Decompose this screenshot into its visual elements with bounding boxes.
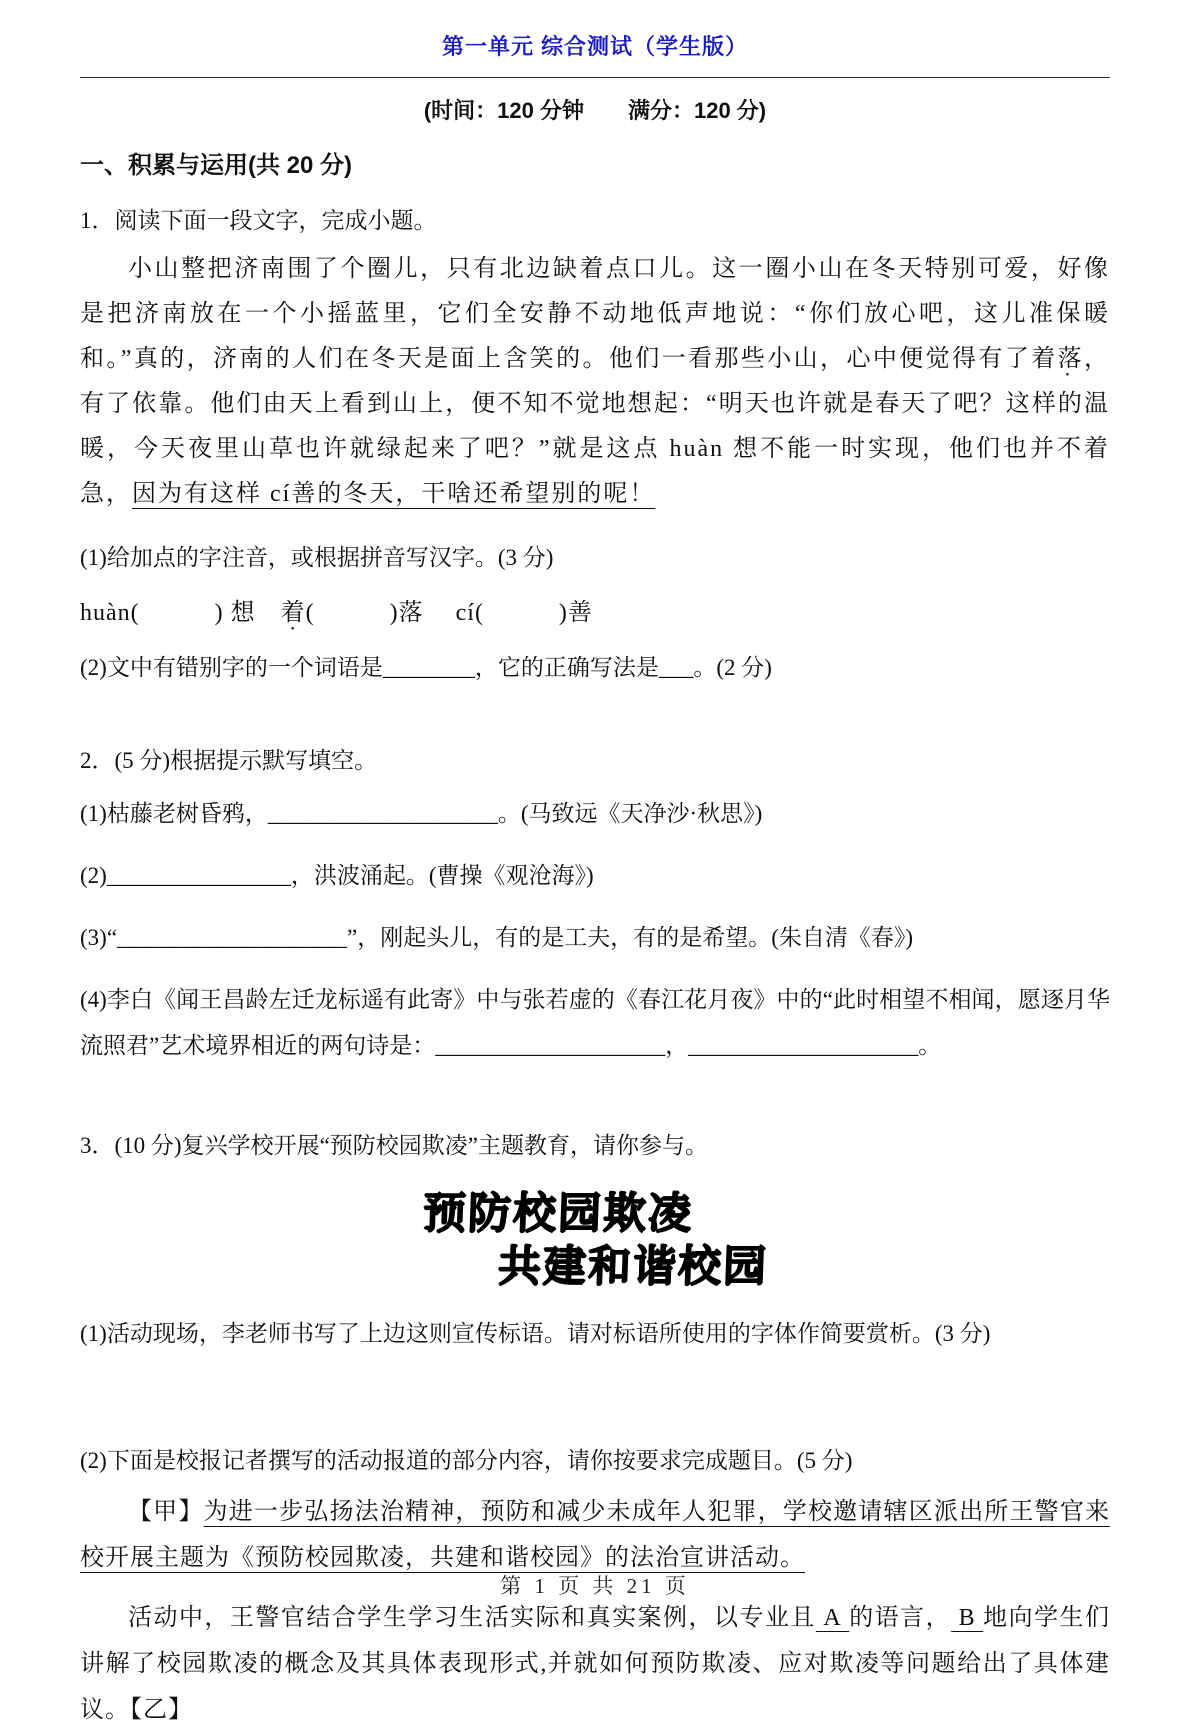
reading-passage (80, 247, 1110, 517)
blank-b: B (951, 1604, 984, 1631)
q1-sub1: (1)给加点的字注音，或根据拼音写汉字。(3 分) (80, 545, 554, 570)
passage-emphasized-char: 着 (1031, 346, 1058, 372)
passage-text-2: 落，有了依靠。他们由天上看到山上，便不知不觉地想起：“明天也许就是春天了吧？这样的温暖，今天夜里山草也许就绿起来了吧？”就是这点 huàn 想不能一时实现，他们也并不着急， (80, 346, 1111, 507)
q1-intro: 1．阅读下面一段文字，完成小题。 (80, 208, 437, 233)
jia-label: 【甲】 (128, 1498, 204, 1525)
pinyin-emphasized-char: 着 (280, 600, 306, 626)
q2-item-1: (1)枯藤老树昏鸦，____________________。(马致远《天净沙·秋思》) (80, 801, 763, 826)
passage-text-1: 小山整把济南围了个圈儿，只有北边缺着点口儿。这一圈小山在冬天特别可爱，好像是把济南放在一个小摇蓝里，它们全安静不动地低声地说：“你们放心吧，这儿准保暖和。”真的，济南的人们在冬天是面上含笑的。他们一看那些小山，心中便觉得有了 (80, 256, 1110, 372)
q3-sub1: (1)活动现场，李老师书写了上边这则宣传标语。请对标语所使用的字体作简要赏析。(3 分) (80, 1320, 991, 1346)
q2-intro: 2．(5 分)根据提示默写填空。 (80, 748, 378, 773)
q3-sub2: (2)下面是校报记者撰写的活动报道的部分内容，请你按要求完成题目。(5 分) (80, 1447, 853, 1473)
pinyin-part-1: huàn( ) 想 (80, 600, 281, 626)
report-body-paragraph (80, 1595, 1110, 1733)
page-title: 第一单元 综合测试（学生版） (441, 34, 749, 59)
q2-item-3: (3)“____________________”，刚起头儿，有的是工夫，有的是希望。(朱自清《春》) (80, 925, 914, 950)
q3-intro: 3．(10 分)复兴学校开展“预防校园欺凌”主题教育，请你参与。 (80, 1133, 708, 1158)
blank-a: A (815, 1604, 850, 1631)
report-part-1: 活动中，王警官结合学生学习生活实际和真实案例，以专业且 (128, 1604, 816, 1631)
report-jia-paragraph (80, 1489, 1110, 1581)
section1-heading: 一、积累与运用(共 20 分) (80, 152, 353, 179)
report-part-3: 地向学生们讲解了校园欺凌的概念及其具体表现形式,并就如何预防欺凌、应对欺凌等问题给出了具体建议。【乙】 (80, 1604, 1111, 1723)
exam-info-line: (时间：120 分钟 满分：120 分) (423, 98, 767, 123)
jia-underlined-text: 为进一步弘扬法治精神，预防和减少未成年人犯罪，学校邀请辖区派出所王警官来校开展主题为《预防校园欺凌，共建和谐校园》的法治宣讲活动。 (80, 1498, 1111, 1571)
q2-item-2: (2)________________，洪波涌起。(曹操《观沧海》) (80, 863, 594, 888)
passage-underlined-clause: 因为有这样 cí善的冬天，干啥还希望别的呢！ (132, 481, 656, 507)
title-divider (80, 77, 1110, 78)
pinyin-part-2: ( )落 cí( )善 (305, 600, 593, 626)
calligraphy-banner (423, 1190, 768, 1293)
banner-line-1: 预防校园欺凌 (421, 1191, 694, 1238)
page-number-footer: 第 1 页 共 21 页 (500, 1574, 690, 1598)
q2-item-4: (4)李白《闻王昌龄左迁龙标遥有此寄》中与张若虚的《春江花月夜》中的“此时相望不相闻，愿逐月华流照君”艺术境界相近的两句诗是：____________________，____________________。 (80, 987, 1110, 1058)
report-part-2: 的语言， (849, 1604, 952, 1631)
q1-sub2: (2)文中有错别字的一个词语是________，它的正确写法是___。(2 分) (80, 655, 772, 680)
q1-pinyin-line (80, 592, 1110, 627)
banner-line-2: 共建和谐校园 (496, 1244, 769, 1292)
